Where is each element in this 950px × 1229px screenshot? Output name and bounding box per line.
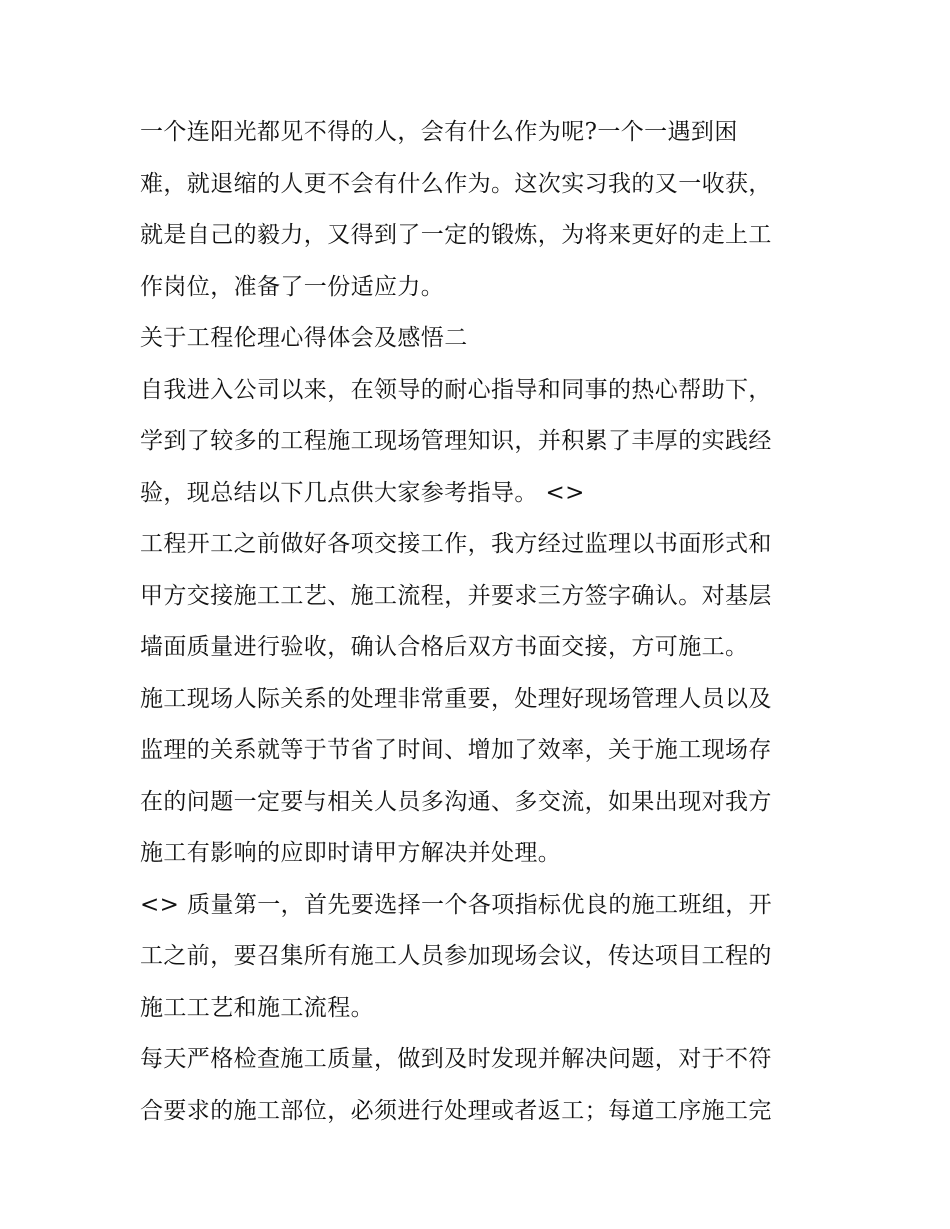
body-text	[140, 107, 820, 1137]
text-line-18: 施工工艺和施工流程。	[140, 994, 374, 1021]
text-line-13: 监理的关系就等于节省了时间、增加了效率，关于施工现场存	[140, 737, 772, 763]
text-line-12: 施工现场人际关系的处理非常重要，处理好现场管理人员以及	[140, 685, 772, 712]
section-heading: 关于工程伦理心得体会及感悟二	[140, 325, 468, 351]
text-line-2: 难，就退缩的人更不会有什么作为。这次实习我的又一收获，	[140, 170, 772, 197]
text-line-16: <> 质量第一，首先要选择一个各项指标优良的施工班组，开	[140, 891, 773, 918]
text-line-15: 施工有影响的应即时请甲方解决并处理。	[140, 840, 562, 866]
text-line-3: 就是自己的毅力，又得到了一定的锻炼，为将来更好的走上工	[140, 222, 772, 248]
text-line-14: 在的问题一定要与相关人员多沟通、多交流，如果出现对我方	[140, 788, 772, 815]
text-line-8: 验，现总结以下几点供大家参考指导。 <>	[140, 479, 585, 506]
text-line-7: 学到了较多的工程施工现场管理知识，并积累了丰厚的实践经	[140, 428, 772, 454]
text-line-9: 工程开工之前做好各项交接工作，我方经过监理以书面形式和	[140, 531, 772, 557]
text-line-4: 作岗位，准备了一份适应力。	[140, 273, 445, 300]
text-line-20: 合要求的施工部位，必须进行处理或者返工；每道工序施工完	[140, 1097, 772, 1124]
text-line-11: 墙面质量进行验收，确认合格后双方书面交接，方可施工。	[140, 634, 749, 660]
text-line-19: 每天严格检查施工质量，做到及时发现并解决问题，对于不符	[140, 1046, 772, 1072]
text-line-6: 自我进入公司以来，在领导的耐心指导和同事的热心帮助下，	[140, 376, 772, 403]
text-line-17: 工之前，要召集所有施工人员参加现场会议，传达项目工程的	[140, 943, 772, 969]
text-line-10: 甲方交接施工工艺、施工流程，并要求三方签字确认。对基层	[140, 582, 772, 609]
text-line-1: 一个连阳光都见不得的人，会有什么作为呢?一个一遇到困	[140, 119, 738, 145]
